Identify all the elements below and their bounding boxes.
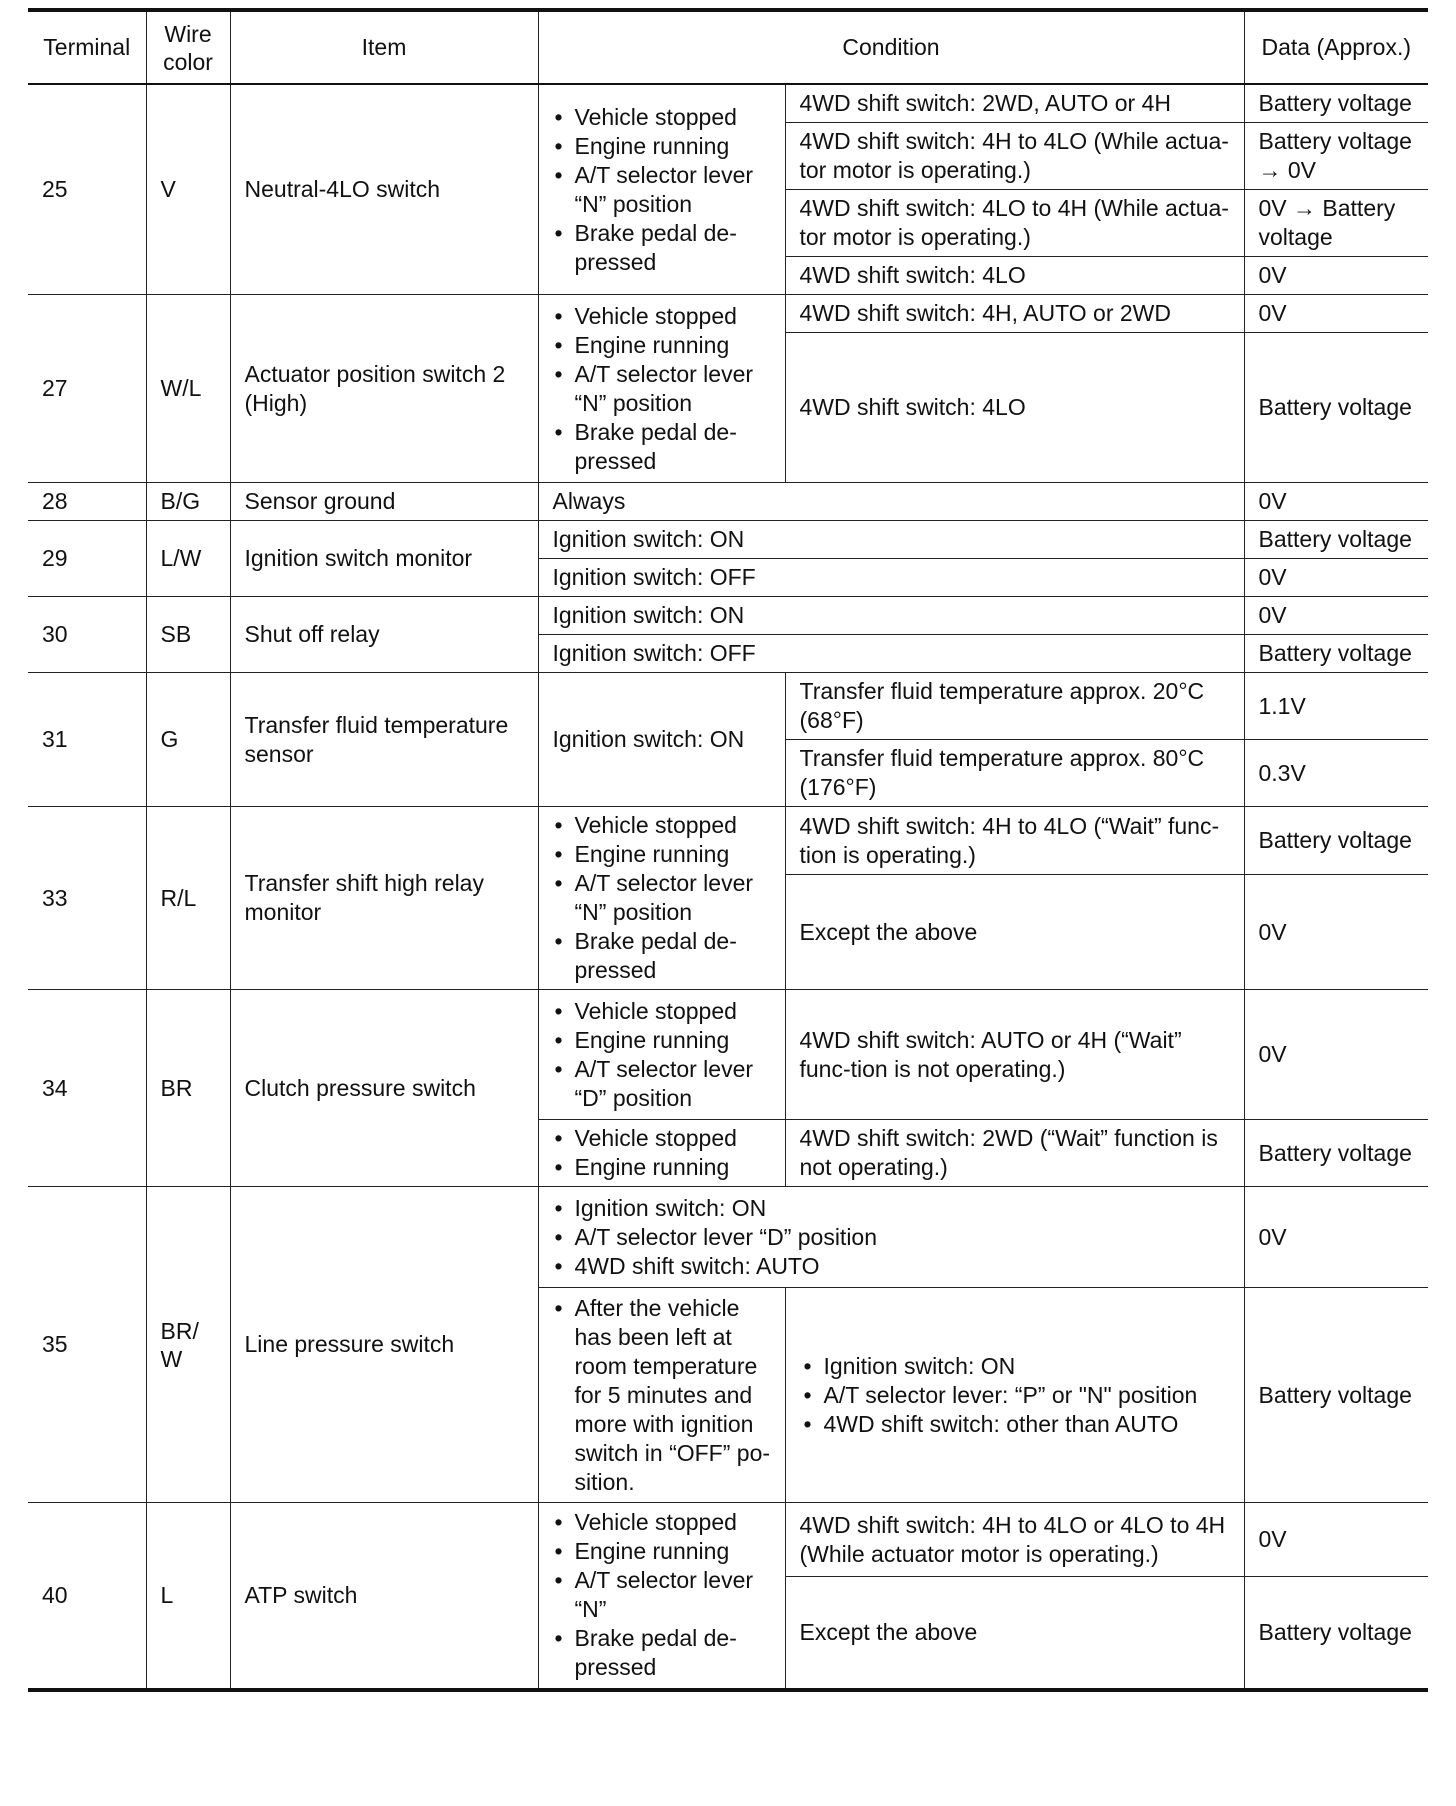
wire-color-line2: W [160,1345,183,1372]
condition-cell [538,807,785,990]
list-item: • Brake pedal de-pressed [553,927,771,985]
condition-cell [538,1503,785,1690]
sub-condition-cell: 4WD shift switch: 4LO [785,333,1244,483]
sub-condition-cell: 4WD shift switch: 4H to 4LO (“Wait” func-tion is operating.) [785,807,1244,875]
wire-color-cell: B/G [146,483,230,521]
list-item: • Vehicle stopped [553,997,771,1026]
condition-cell: Ignition switch: OFF [538,559,1244,597]
list-item: • Engine running [553,132,771,161]
condition-cell [538,1120,785,1187]
sub-condition-cell: 4WD shift switch: 4H to 4LO or 4LO to 4H (While actuator motor is operating.) [785,1503,1244,1577]
condition-list [553,811,771,985]
list-item: • Brake pedal de-pressed [553,1624,771,1682]
wire-color-cell [146,1187,230,1503]
wire-color-cell: R/L [146,807,230,990]
table-row [28,597,1428,635]
item-cell: ATP switch [230,1503,538,1690]
terminal-cell: 40 [28,1503,146,1690]
data-cell: 0V → Battery voltage [1244,190,1428,257]
data-cell: Battery voltage [1244,84,1428,123]
wire-color-cell: W/L [146,295,230,483]
wire-color-cell: SB [146,597,230,673]
condition-list [553,997,771,1113]
list-item: • Brake pedal de-pressed [553,418,771,476]
item-cell: Ignition switch monitor [230,521,538,597]
data-cell: 0V [1244,597,1428,635]
condition-cell [538,1288,785,1503]
terminal-cell: 30 [28,597,146,673]
data-cell: Battery voltage [1244,1577,1428,1690]
item-cell: Clutch pressure switch [230,990,538,1187]
condition-list [553,1508,771,1682]
item-cell: Shut off relay [230,597,538,673]
list-item: • Ignition switch: ON [553,1194,1230,1223]
sub-condition-cell: Except the above [785,1577,1244,1690]
data-cell: Battery voltage [1244,807,1428,875]
condition-list [802,1352,1230,1439]
condition-list [553,103,771,277]
sub-condition-cell: Transfer fluid temperature approx. 80°C (176°F) [785,740,1244,807]
header-condition: Condition [538,10,1244,84]
list-item: • 4WD shift switch: other than AUTO [802,1410,1230,1439]
wire-color-cell: V [146,84,230,295]
sub-condition-cell: 4WD shift switch: 4LO [785,257,1244,295]
header-data: Data (Approx.) [1244,10,1428,84]
condition-cell: Ignition switch: ON [538,521,1244,559]
list-item: • Vehicle stopped [553,302,771,331]
header-wire-color [146,10,230,84]
terminal-cell: 29 [28,521,146,597]
table-row [28,295,1428,333]
item-cell: Transfer fluid temperature sensor [230,673,538,807]
list-item: • A/T selector lever “D” position [553,1223,1230,1252]
terminal-cell: 28 [28,483,146,521]
list-item: • A/T selector lever: “P” or "N" position [802,1381,1230,1410]
header-row [28,10,1428,84]
data-cell: Battery voltage [1244,333,1428,483]
header-wire-line2: color [163,48,213,75]
terminal-cell: 25 [28,84,146,295]
list-item: • Engine running [553,331,771,360]
data-cell: 0V [1244,559,1428,597]
sub-condition-cell: 4WD shift switch: 4LO to 4H (While actua-tor motor is operating.) [785,190,1244,257]
condition-cell: Always [538,483,1244,521]
table-row [28,1187,1428,1288]
list-item: • Engine running [553,840,771,869]
sub-condition-cell: 4WD shift switch: 4H to 4LO (While actua-tor motor is operating.) [785,123,1244,190]
list-item: • Engine running [553,1153,771,1182]
condition-cell: Ignition switch: ON [538,673,785,807]
table-row [28,483,1428,521]
sub-condition-cell: 4WD shift switch: 4H, AUTO or 2WD [785,295,1244,333]
item-cell: Neutral-4LO switch [230,84,538,295]
condition-cell: Ignition switch: OFF [538,635,1244,673]
terminal-spec-table [28,8,1428,1692]
sub-condition-cell: 4WD shift switch: 2WD (“Wait” function is not operating.) [785,1120,1244,1187]
table-row [28,1503,1428,1577]
list-item: • Engine running [553,1537,771,1566]
data-cell: 1.1V [1244,673,1428,740]
data-cell: 0V [1244,295,1428,333]
condition-list [553,1124,771,1182]
data-cell: Battery voltage → 0V [1244,123,1428,190]
terminal-cell: 27 [28,295,146,483]
item-cell: Actuator position switch 2 (High) [230,295,538,483]
data-cell: 0V [1244,1187,1428,1288]
data-cell: Battery voltage [1244,635,1428,673]
list-item: • 4WD shift switch: AUTO [553,1252,1230,1281]
terminal-cell: 33 [28,807,146,990]
item-cell: Sensor ground [230,483,538,521]
data-cell: Battery voltage [1244,521,1428,559]
terminal-cell: 31 [28,673,146,807]
list-item: • Brake pedal de-pressed [553,219,771,277]
sub-condition-cell: Transfer fluid temperature approx. 20°C (68°F) [785,673,1244,740]
list-item: • Ignition switch: ON [802,1352,1230,1381]
data-cell: 0V [1244,483,1428,521]
condition-cell [538,295,785,483]
sub-condition-cell: 4WD shift switch: 2WD, AUTO or 4H [785,84,1244,123]
list-item: • A/T selector lever “N” position [553,360,771,418]
item-cell: Transfer shift high relay monitor [230,807,538,990]
condition-list [553,1194,1230,1281]
condition-cell [538,84,785,295]
list-item: • Vehicle stopped [553,1124,771,1153]
table-row [28,807,1428,875]
list-item: • A/T selector lever “N” position [553,161,771,219]
wire-color-cell: G [146,673,230,807]
item-cell: Line pressure switch [230,1187,538,1503]
wire-color-cell: BR [146,990,230,1187]
table-row [28,990,1428,1120]
wire-color-cell: L [146,1503,230,1690]
header-item: Item [230,10,538,84]
list-item: • After the vehicle has been left at room temperature for 5 minutes and more with ignition switch in “OFF” po-sition. [553,1294,771,1497]
condition-cell: Ignition switch: ON [538,597,1244,635]
condition-list [553,302,771,476]
sub-condition-cell: 4WD shift switch: AUTO or 4H (“Wait” func-tion is not operating.) [785,990,1244,1120]
condition-list [553,1294,771,1497]
list-item: • Vehicle stopped [553,103,771,132]
table-row [28,521,1428,559]
data-cell: 0V [1244,257,1428,295]
header-wire-line1: Wire [164,20,212,47]
data-cell: 0.3V [1244,740,1428,807]
data-cell: 0V [1244,875,1428,990]
terminal-cell: 35 [28,1187,146,1503]
list-item: • A/T selector lever “N” [553,1566,771,1624]
list-item: • Vehicle stopped [553,1508,771,1537]
condition-cell [538,1187,1244,1288]
sub-condition-cell [785,1288,1244,1503]
table-row [28,673,1428,740]
data-cell: 0V [1244,1503,1428,1577]
list-item: • Vehicle stopped [553,811,771,840]
data-cell: 0V [1244,990,1428,1120]
condition-cell [538,990,785,1120]
wire-color-cell: L/W [146,521,230,597]
list-item: • A/T selector lever “N” position [553,869,771,927]
data-cell: Battery voltage [1244,1288,1428,1503]
list-item: • Engine running [553,1026,771,1055]
terminal-cell: 34 [28,990,146,1187]
data-cell: Battery voltage [1244,1120,1428,1187]
header-terminal: Terminal [28,10,146,84]
table-row [28,84,1428,123]
sub-condition-cell: Except the above [785,875,1244,990]
list-item: • A/T selector lever “D” position [553,1055,771,1113]
wire-color-line1: BR/ [160,1317,199,1344]
